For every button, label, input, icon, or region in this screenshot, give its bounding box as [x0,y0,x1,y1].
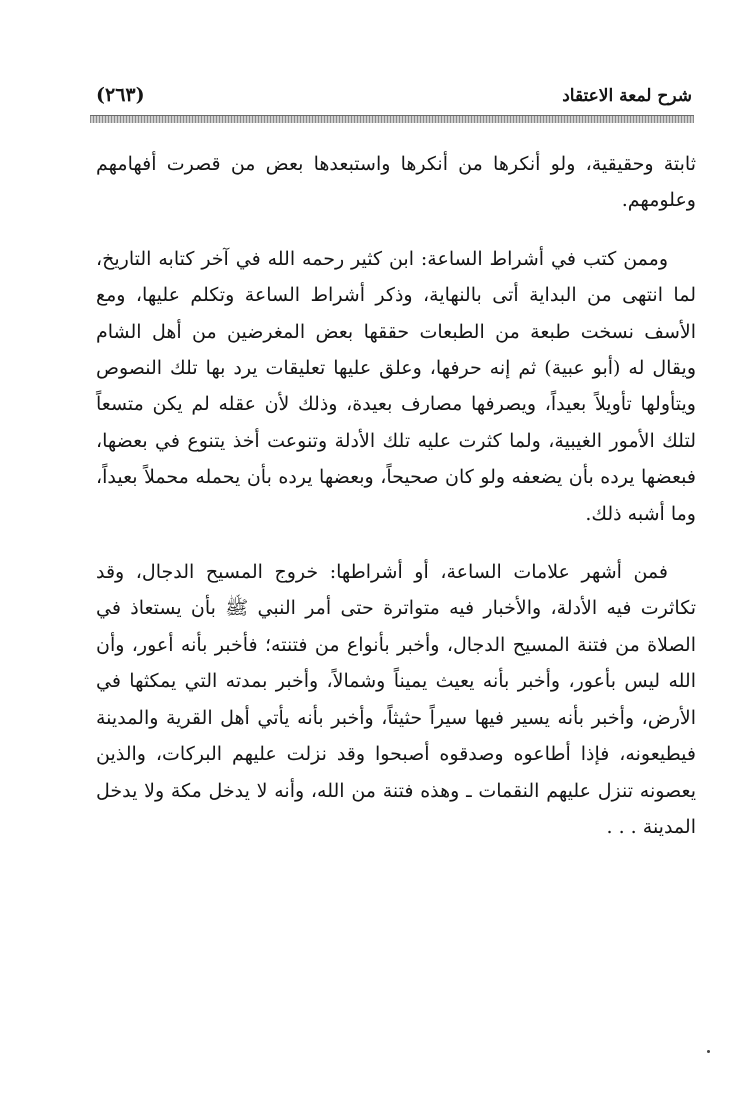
page-dot [707,1050,710,1053]
paragraph-spacer [96,532,696,554]
page-body [96,146,696,845]
page-header [90,80,692,114]
paragraph-spacer [96,219,696,241]
running-title: شرح لمعة الاعتقاد [562,86,692,106]
page-number: (٢٦٣) [96,84,145,106]
paragraph-1: ثابتة وحقيقية، ولو أنكرها من أنكرها واستبعدها بعض من قصرت أفهامهم وعلومهم. [96,153,696,212]
paragraph-3: فمن أشهر علامات الساعة، أو أشراطها: خروج المسيح الدجال، وقد تكاثرت فيه الأدلة، والأخبار فيه متواترة حتى أمر النبي ﷺ بأن يستعاذ في الصلاة من فتنة المسيح الدجال، وأخبر بأنواع من فتنته؛ فأخبر بأنه أعور، وأن الله ليس بأعور، وأخبر بأنه يعيث يميناً وشمالاً، وأخبر بمدته التي يمكثها في الأرض، وأخبر بأنه يسير فيها سيراً حثيثاً، وأخبر بأنه يأتي أهل القرية والمدينة فيطيعونه، فإذا أطاعوه وصدقوه أصبحوا وقد نزلت عليهم البركات، والذين يعصونه تنزل عليهم النقمات ـ وهذه فتنة من الله، وأنه لا يدخل مكة ولا يدخل المدينة . . . [96,561,696,838]
header-rule [90,115,694,123]
paragraph-2: وممن كتب في أشراط الساعة: ابن كثير رحمه الله في آخر كتابه التاريخ، لما انتهى من البداية أتى بالنهاية، وذكر أشراط الساعة وتكلم عليها، ومع الأسف نسخت طبعة من الطبعات حققها بعض المغرضين من أهل الشام ويقال له (أبو عبية) ثم إنه حرفها، وعلق عليها تعليقات يرد بها تلك النصوص ويتأولها تأويلاً بعيداً، ويصرفها مصارف بعيدة، وذلك لأن عقله لم يكن متسعاً لتلك الأمور الغيبية، ولما كثرت عليه تلك الأدلة وتنوعت أخذ يتنوع في بعضها، فبعضها يرده بأن يضعفه ولو كان صحيحاً، وبعضها يرده بأن يحمله محملاً بعيداً، وما أشبه ذلك. [96,247,696,525]
